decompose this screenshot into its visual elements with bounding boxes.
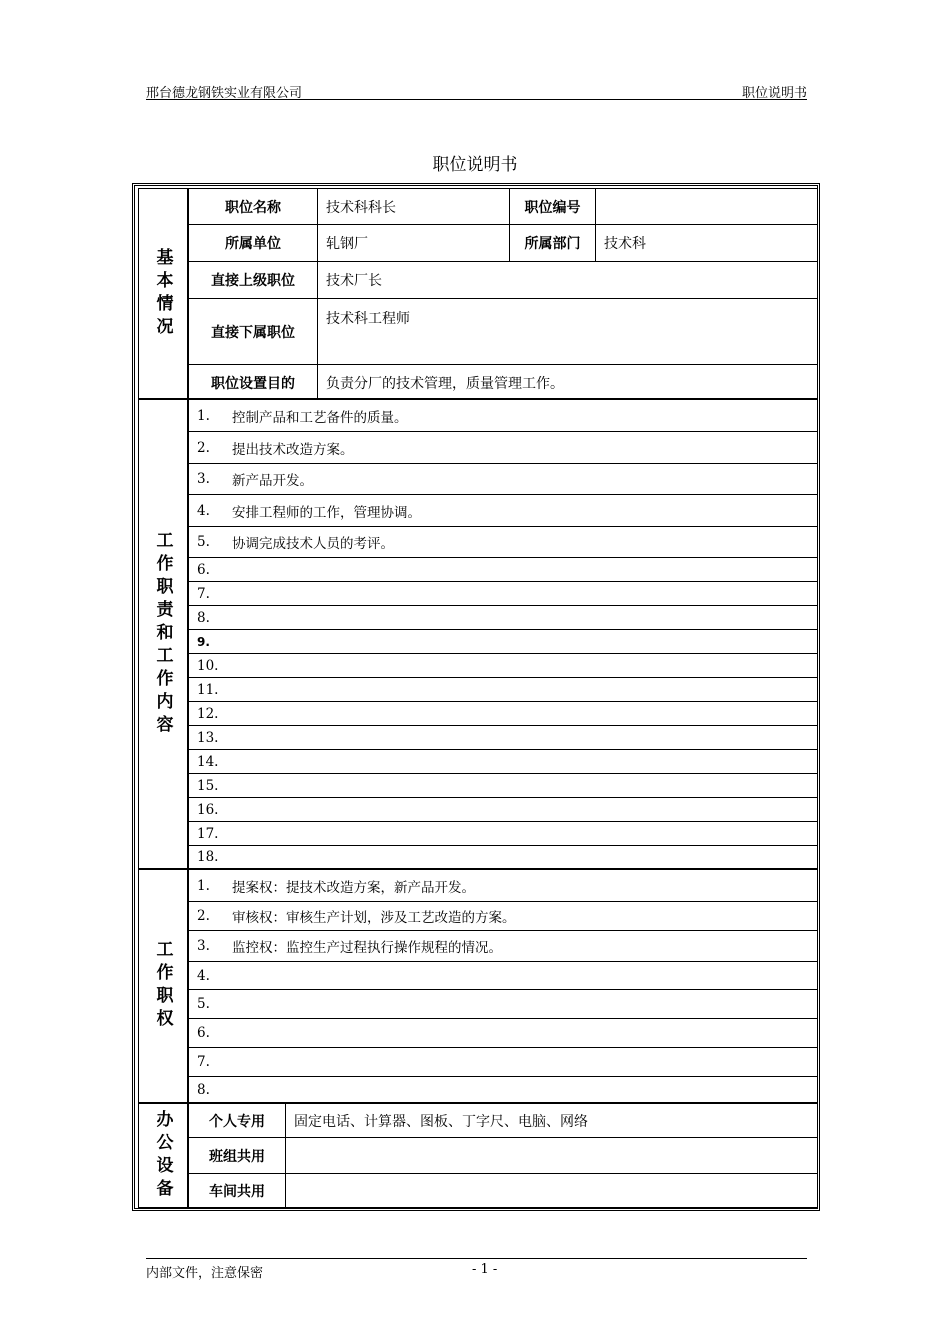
row-workshop bbox=[189, 1174, 817, 1207]
workshop-label: 车间共用 bbox=[189, 1174, 286, 1207]
dept-value: 技术科 bbox=[604, 236, 646, 252]
authority-row: 8. bbox=[197, 1081, 210, 1098]
page-title: 职位说明书 bbox=[432, 155, 518, 175]
team-label: 班组共用 bbox=[189, 1138, 286, 1173]
superior-value: 技术厂长 bbox=[326, 273, 382, 289]
unit-label: 所属单位 bbox=[189, 225, 318, 261]
duty-row: 18. bbox=[197, 849, 219, 865]
header-company: 邢台德龙钢铁实业有限公司 bbox=[146, 86, 303, 101]
duty-row: 1. 控制产品和工艺备件的质量。 bbox=[189, 400, 817, 432]
authority-row: 6. bbox=[189, 1019, 817, 1048]
position-no-value bbox=[596, 189, 817, 224]
duty-row: 9. bbox=[189, 630, 817, 654]
subordinate-label: 直接下属职位 bbox=[189, 299, 318, 364]
subordinate-value: 技术科工程师 bbox=[326, 311, 410, 327]
duty-row: 5. 协调完成技术人员的考评。 bbox=[189, 527, 817, 558]
authority-row: 3. 监控权：监控生产过程执行操作规程的情况。 bbox=[189, 931, 817, 962]
duties-label: 工作职责和工作内容 bbox=[139, 400, 189, 868]
basic-info-label: 基本情况 bbox=[139, 189, 189, 398]
duty-row: 8. bbox=[189, 606, 817, 630]
row-purpose bbox=[189, 365, 817, 400]
purpose-value: 负责分厂的技术管理，质量管理工作。 bbox=[326, 375, 564, 392]
duty-row: 12. bbox=[189, 702, 817, 726]
authority-section bbox=[138, 869, 818, 1103]
header-rule bbox=[146, 99, 807, 100]
duty-row: 11. bbox=[189, 678, 817, 702]
authority-row: 4. bbox=[189, 962, 817, 990]
duty-row: 10. bbox=[189, 654, 817, 678]
team-value bbox=[286, 1138, 817, 1173]
duty-row: 2. 提出技术改造方案。 bbox=[189, 432, 817, 464]
personal-label: 个人专用 bbox=[189, 1104, 286, 1137]
unit-value: 轧钢厂 bbox=[318, 225, 510, 261]
duty-row: 15. bbox=[189, 774, 817, 798]
equipment-section bbox=[138, 1103, 818, 1208]
equipment-label: 办公设备 bbox=[139, 1104, 189, 1207]
row-unit bbox=[189, 225, 817, 262]
authority-row: 7. bbox=[189, 1048, 817, 1077]
duty-row: 7. bbox=[189, 582, 817, 606]
authority-label: 工作职权 bbox=[139, 870, 189, 1102]
authority-row: 2. 审核权：审核生产计划，涉及工艺改造的方案。 bbox=[189, 902, 817, 931]
row-position-name bbox=[189, 189, 817, 225]
duty-row: 17. bbox=[189, 822, 817, 846]
footer-rule bbox=[146, 1258, 807, 1259]
personal-value: 固定电话、计算器、图板、丁字尺、电脑、网络 bbox=[294, 1113, 588, 1130]
purpose-label: 职位设置目的 bbox=[189, 365, 318, 400]
row-subordinate bbox=[189, 299, 817, 365]
authority-row: 5. bbox=[189, 990, 817, 1019]
position-name-label: 职位名称 bbox=[189, 189, 318, 224]
duty-row: 16. bbox=[189, 798, 817, 822]
duty-row: 14. bbox=[189, 750, 817, 774]
row-personal bbox=[189, 1104, 817, 1138]
duty-row: 6. bbox=[189, 558, 817, 582]
workshop-value bbox=[286, 1174, 817, 1207]
page-number: - 1 - bbox=[472, 1262, 498, 1277]
authority-row: 1. 提案权：提技术改造方案，新产品开发。 bbox=[189, 870, 817, 902]
header-doc-type: 职位说明书 bbox=[741, 86, 807, 101]
duty-row: 4. 安排工程师的工作，管理协调。 bbox=[189, 495, 817, 527]
superior-label: 直接上级职位 bbox=[189, 262, 318, 298]
row-superior bbox=[189, 262, 817, 299]
dept-label: 所属部门 bbox=[510, 225, 596, 261]
position-no-label: 职位编号 bbox=[510, 189, 596, 224]
footer-note: 内部文件，注意保密 bbox=[146, 1266, 264, 1281]
position-name-value: 技术科科长 bbox=[318, 189, 510, 224]
basic-info-section bbox=[138, 188, 818, 399]
duty-row: 13. bbox=[189, 726, 817, 750]
duty-row: 3. 新产品开发。 bbox=[189, 464, 817, 495]
job-description-table bbox=[132, 183, 820, 1211]
duties-section bbox=[138, 399, 818, 869]
row-team bbox=[189, 1138, 817, 1174]
